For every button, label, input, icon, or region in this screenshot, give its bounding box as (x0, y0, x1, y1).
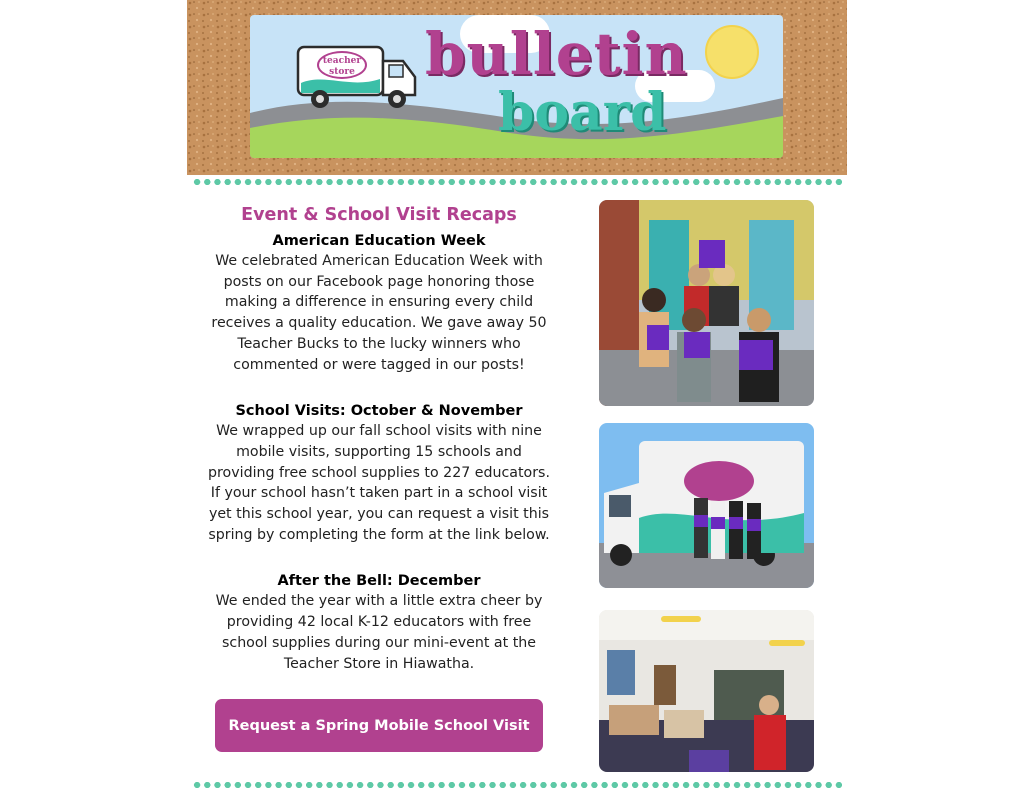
truck-icon (295, 43, 420, 111)
truck-photo-icon (599, 423, 814, 588)
section-title: Event & School Visit Recaps (241, 205, 517, 225)
event-room-photo-icon (599, 610, 814, 772)
banner-title-line2: board (498, 82, 667, 143)
item-body-american-education-week: We celebrated American Education Week with posts on our Facebook page honoring those making a difference in ensuring every child receives a quality education. We gave away 50 Teacher Bucks to the lucky winners who commented or were tagged in our posts! (211, 253, 547, 373)
dotted-divider-top (192, 178, 842, 186)
item-body-after-the-bell: We ended the year with a little extra cheer by providing 42 local K-12 educators with free school supplies during our mini-event at the Teacher Store in Hiawatha. (215, 593, 543, 672)
header-banner (187, 0, 847, 175)
recap-text-column (205, 204, 553, 674)
request-visit-button[interactable]: Request a Spring Mobile School Visit (215, 699, 543, 752)
group-photo-icon (599, 200, 814, 406)
item-heading-american-education-week: American Education Week (272, 233, 486, 249)
truck-logo-badge: teacher store (317, 51, 367, 79)
banner-title-line1: bulletin (425, 20, 688, 88)
bulletin-board-banner (250, 15, 783, 158)
item-heading-school-visits: School Visits: October & November (235, 403, 523, 420)
sun-icon (705, 25, 759, 79)
item-body-school-visits: We wrapped up our fall school visits with nine mobile visits, supporting 15 schools and providing free school supplies to 227 educators. If your school hasn’t taken part in a school visit yet this school year, you can request a visit this spring by completing the form at the link below. (208, 423, 550, 543)
dotted-divider-bottom (192, 781, 842, 789)
item-heading-after-the-bell: After the Bell: December (277, 573, 481, 590)
